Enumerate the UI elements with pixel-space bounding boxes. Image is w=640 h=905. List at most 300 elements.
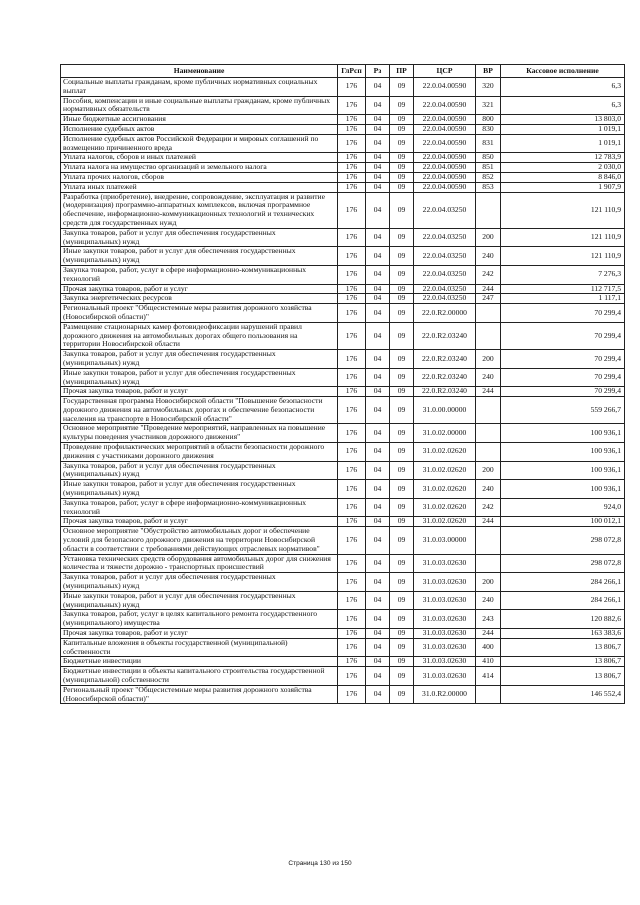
row-glrsp-cell: 176: [338, 304, 366, 323]
row-glrsp-cell: 176: [338, 461, 366, 480]
row-csr-cell: 31.0.02.02620: [414, 443, 476, 462]
row-glrsp-cell: 176: [338, 247, 366, 266]
row-glrsp-cell: 176: [338, 443, 366, 462]
row-pr-cell: 09: [390, 192, 414, 228]
row-amount-cell: 1 117,1: [501, 294, 625, 304]
row-amount-cell: 112 717,5: [501, 284, 625, 294]
row-amount-cell: 13 806,7: [501, 667, 625, 686]
row-vr-cell: 830: [476, 124, 501, 134]
table-row: [61, 387, 625, 397]
row-pr-cell: 09: [390, 461, 414, 480]
row-glrsp-cell: 176: [338, 350, 366, 369]
row-amount-cell: 121 110,9: [501, 228, 625, 247]
row-rz-cell: 04: [366, 480, 390, 499]
row-vr-cell: 414: [476, 667, 501, 686]
row-csr-cell: 31.0.03.02630: [414, 591, 476, 610]
table-row: [61, 134, 625, 153]
row-pr-cell: 09: [390, 96, 414, 115]
row-name-cell: Прочая закупка товаров, работ и услуг: [61, 517, 338, 527]
row-csr-cell: 31.0.03.02630: [414, 657, 476, 667]
row-amount-cell: 13 803,0: [501, 115, 625, 125]
row-rz-cell: 04: [366, 629, 390, 639]
row-csr-cell: 31.0.03.02630: [414, 573, 476, 592]
row-pr-cell: 09: [390, 610, 414, 629]
row-name-cell: Пособия, компенсации и иные социальные выплаты гражданам, кроме публичных нормативных обязательств: [61, 96, 338, 115]
row-csr-cell: 31.0.03.00000: [414, 527, 476, 554]
row-glrsp-cell: 176: [338, 629, 366, 639]
row-csr-cell: 31.0.02.02620: [414, 498, 476, 517]
table-row: [61, 498, 625, 517]
header-csr: ЦСР: [414, 65, 476, 78]
table-row: [61, 638, 625, 657]
row-name-cell: Проведение профилактических мероприятий в области безопасности дорожного движения с участниками дорожного движения: [61, 443, 338, 462]
row-vr-cell: 240: [476, 591, 501, 610]
row-rz-cell: 04: [366, 322, 390, 349]
row-rz-cell: 04: [366, 96, 390, 115]
row-rz-cell: 04: [366, 443, 390, 462]
row-pr-cell: 09: [390, 265, 414, 284]
row-glrsp-cell: 176: [338, 527, 366, 554]
row-pr-cell: 09: [390, 368, 414, 387]
row-vr-cell: 850: [476, 153, 501, 163]
row-name-cell: Бюджетные инвестиции: [61, 657, 338, 667]
row-name-cell: Закупка энергетических ресурсов: [61, 294, 338, 304]
row-vr-cell: 200: [476, 228, 501, 247]
row-name-cell: Прочая закупка товаров, работ и услуг: [61, 284, 338, 294]
row-csr-cell: 22.0.04.00590: [414, 153, 476, 163]
row-pr-cell: 09: [390, 573, 414, 592]
row-pr-cell: 09: [390, 657, 414, 667]
row-vr-cell: 321: [476, 96, 501, 115]
row-pr-cell: 09: [390, 322, 414, 349]
row-name-cell: Уплата налога на имущество организаций и земельного налога: [61, 163, 338, 173]
row-pr-cell: 09: [390, 387, 414, 397]
row-csr-cell: 22.0.04.00590: [414, 96, 476, 115]
row-amount-cell: 70 299,4: [501, 304, 625, 323]
row-glrsp-cell: 176: [338, 573, 366, 592]
row-rz-cell: 04: [366, 517, 390, 527]
row-csr-cell: 31.0.R2.00000: [414, 685, 476, 704]
row-name-cell: Государственная программа Новосибирской области "Повышение безопасности дорожного движения на автомобильных дорогах и обеспечение безопасности населения на транспорте в Новосибирской области": [61, 397, 338, 424]
row-rz-cell: 04: [366, 368, 390, 387]
row-amount-cell: 70 299,4: [501, 322, 625, 349]
row-pr-cell: 09: [390, 498, 414, 517]
row-vr-cell: [476, 527, 501, 554]
row-amount-cell: 121 110,9: [501, 247, 625, 266]
row-pr-cell: 09: [390, 182, 414, 192]
row-glrsp-cell: 176: [338, 498, 366, 517]
row-name-cell: Уплата иных платежей: [61, 182, 338, 192]
row-glrsp-cell: 176: [338, 657, 366, 667]
row-amount-cell: 70 299,4: [501, 350, 625, 369]
row-pr-cell: 09: [390, 424, 414, 443]
row-name-cell: Иные закупки товаров, работ и услуг для обеспечения государственных (муниципальных) нужд: [61, 480, 338, 499]
row-amount-cell: 100 936,1: [501, 480, 625, 499]
table-row: [61, 172, 625, 182]
table-row: [61, 573, 625, 592]
table-row: [61, 247, 625, 266]
row-rz-cell: 04: [366, 124, 390, 134]
row-rz-cell: 04: [366, 182, 390, 192]
row-glrsp-cell: 176: [338, 96, 366, 115]
row-pr-cell: 09: [390, 629, 414, 639]
row-glrsp-cell: 176: [338, 182, 366, 192]
table-row: [61, 368, 625, 387]
row-pr-cell: 09: [390, 591, 414, 610]
row-pr-cell: 09: [390, 527, 414, 554]
row-name-cell: Закупка товаров, работ, услуг в сфере информационно-коммуникационных технологий: [61, 498, 338, 517]
row-glrsp-cell: 176: [338, 685, 366, 704]
row-amount-cell: 100 936,1: [501, 461, 625, 480]
row-glrsp-cell: 176: [338, 591, 366, 610]
row-rz-cell: 04: [366, 172, 390, 182]
table-row: [61, 554, 625, 573]
row-amount-cell: 121 110,9: [501, 192, 625, 228]
row-vr-cell: 320: [476, 78, 501, 97]
row-glrsp-cell: 176: [338, 667, 366, 686]
row-pr-cell: 09: [390, 153, 414, 163]
table-row: [61, 304, 625, 323]
row-glrsp-cell: 176: [338, 172, 366, 182]
row-rz-cell: 04: [366, 461, 390, 480]
row-amount-cell: 163 383,6: [501, 629, 625, 639]
row-rz-cell: 04: [366, 228, 390, 247]
row-pr-cell: 09: [390, 667, 414, 686]
row-csr-cell: 22.0.R2.00000: [414, 304, 476, 323]
row-pr-cell: 09: [390, 294, 414, 304]
row-vr-cell: 240: [476, 480, 501, 499]
row-pr-cell: 09: [390, 397, 414, 424]
row-name-cell: Социальные выплаты гражданам, кроме публичных нормативных социальных выплат: [61, 78, 338, 97]
header-glrsp: ГлРсп: [338, 65, 366, 78]
row-rz-cell: 04: [366, 667, 390, 686]
row-glrsp-cell: 176: [338, 517, 366, 527]
row-name-cell: Исполнение судебных актов Российской Федерации и мировых соглашений по возмещению причиненного вреда: [61, 134, 338, 153]
table-row: [61, 591, 625, 610]
row-amount-cell: 1 019,1: [501, 124, 625, 134]
row-amount-cell: 559 266,7: [501, 397, 625, 424]
row-amount-cell: 7 276,3: [501, 265, 625, 284]
row-amount-cell: 146 552,4: [501, 685, 625, 704]
row-csr-cell: 22.0.04.00590: [414, 163, 476, 173]
row-csr-cell: 22.0.04.03250: [414, 284, 476, 294]
row-amount-cell: 12 783,9: [501, 153, 625, 163]
row-vr-cell: 831: [476, 134, 501, 153]
row-rz-cell: 04: [366, 573, 390, 592]
row-vr-cell: [476, 192, 501, 228]
row-rz-cell: 04: [366, 685, 390, 704]
row-pr-cell: 09: [390, 247, 414, 266]
row-vr-cell: 400: [476, 638, 501, 657]
row-name-cell: Разработка (приобретение), внедрение, сопровождение, эксплуатация и развитие (модернизация) программно-аппаратных комплексов, включая программное обеспечение, информационно-коммуникационных технологий и технических средств для государственных нужд: [61, 192, 338, 228]
row-pr-cell: 09: [390, 480, 414, 499]
table-row: [61, 397, 625, 424]
row-glrsp-cell: 176: [338, 124, 366, 134]
row-csr-cell: 22.0.04.03250: [414, 192, 476, 228]
row-amount-cell: 120 882,6: [501, 610, 625, 629]
row-glrsp-cell: 176: [338, 322, 366, 349]
row-csr-cell: 22.0.04.03250: [414, 265, 476, 284]
row-name-cell: Иные закупки товаров, работ и услуг для обеспечения государственных (муниципальных) нужд: [61, 368, 338, 387]
header-amount: Кассовое исполнение: [501, 65, 625, 78]
row-csr-cell: 31.0.03.02630: [414, 629, 476, 639]
row-rz-cell: 04: [366, 350, 390, 369]
row-name-cell: Капитальные вложения в объекты государственной (муниципальной) собственности: [61, 638, 338, 657]
row-rz-cell: 04: [366, 610, 390, 629]
row-csr-cell: 31.0.00.00000: [414, 397, 476, 424]
row-name-cell: Региональный проект "Общесистемные меры развития дорожного хозяйства (Новосибирской области)": [61, 685, 338, 704]
row-csr-cell: 31.0.02.02620: [414, 461, 476, 480]
row-pr-cell: 09: [390, 517, 414, 527]
row-amount-cell: 298 072,8: [501, 554, 625, 573]
row-csr-cell: 31.0.03.02630: [414, 554, 476, 573]
row-csr-cell: 31.0.03.02630: [414, 638, 476, 657]
table-row: [61, 657, 625, 667]
row-pr-cell: 09: [390, 228, 414, 247]
row-name-cell: Бюджетные инвестиции в объекты капитального строительства государственной (муниципальной) собственности: [61, 667, 338, 686]
header-vr: ВР: [476, 65, 501, 78]
row-name-cell: Закупка товаров, работ и услуг для обеспечения государственных (муниципальных) нужд: [61, 461, 338, 480]
row-amount-cell: 100 936,1: [501, 443, 625, 462]
row-vr-cell: 800: [476, 115, 501, 125]
row-vr-cell: 244: [476, 517, 501, 527]
report-sheet: [60, 64, 624, 704]
row-csr-cell: 31.0.03.02630: [414, 610, 476, 629]
row-name-cell: Закупка товаров, работ и услуг для обеспечения государственных (муниципальных) нужд: [61, 228, 338, 247]
row-csr-cell: 22.0.R2.03240: [414, 322, 476, 349]
row-rz-cell: 04: [366, 265, 390, 284]
table-row: [61, 480, 625, 499]
row-amount-cell: 70 299,4: [501, 368, 625, 387]
table-row: [61, 685, 625, 704]
row-csr-cell: 31.0.02.00000: [414, 424, 476, 443]
row-pr-cell: 09: [390, 443, 414, 462]
row-rz-cell: 04: [366, 247, 390, 266]
row-vr-cell: 243: [476, 610, 501, 629]
row-amount-cell: 8 846,0: [501, 172, 625, 182]
row-vr-cell: 200: [476, 350, 501, 369]
table-row: [61, 527, 625, 554]
row-glrsp-cell: 176: [338, 387, 366, 397]
row-glrsp-cell: 176: [338, 294, 366, 304]
row-rz-cell: 04: [366, 115, 390, 125]
table-body: [61, 78, 625, 704]
row-vr-cell: [476, 554, 501, 573]
row-amount-cell: 1 907,9: [501, 182, 625, 192]
row-rz-cell: 04: [366, 153, 390, 163]
table-row: [61, 350, 625, 369]
table-row: [61, 124, 625, 134]
table-row: [61, 443, 625, 462]
row-name-cell: Закупка товаров, работ и услуг для обеспечения государственных (муниципальных) нужд: [61, 573, 338, 592]
row-amount-cell: 1 019,1: [501, 134, 625, 153]
row-amount-cell: 100 012,1: [501, 517, 625, 527]
row-glrsp-cell: 176: [338, 424, 366, 443]
row-glrsp-cell: 176: [338, 163, 366, 173]
row-name-cell: Прочая закупка товаров, работ и услуг: [61, 629, 338, 639]
row-csr-cell: 22.0.R2.03240: [414, 350, 476, 369]
row-vr-cell: [476, 322, 501, 349]
row-glrsp-cell: 176: [338, 78, 366, 97]
row-vr-cell: 247: [476, 294, 501, 304]
row-csr-cell: 22.0.04.00590: [414, 134, 476, 153]
table-row: [61, 322, 625, 349]
row-vr-cell: [476, 304, 501, 323]
table-row: [61, 265, 625, 284]
row-vr-cell: 852: [476, 172, 501, 182]
row-amount-cell: 284 266,1: [501, 573, 625, 592]
table-row: [61, 610, 625, 629]
row-pr-cell: 09: [390, 554, 414, 573]
row-pr-cell: 09: [390, 304, 414, 323]
row-csr-cell: 22.0.04.00590: [414, 172, 476, 182]
table-row: [61, 424, 625, 443]
row-vr-cell: 244: [476, 387, 501, 397]
row-name-cell: Основное мероприятие "Обустройство автомобильных дорог и обеспечение условий для безопасного дорожного движения на территории Новосибирской области в соответствии с требованиями действующих отраслевых нормативов": [61, 527, 338, 554]
row-csr-cell: 22.0.04.00590: [414, 124, 476, 134]
row-name-cell: Размещение стационарных камер фотовидеофиксации нарушений правил дорожного движения на автомобильных дорогах общего пользования на территории Новосибирской области: [61, 322, 338, 349]
row-vr-cell: 410: [476, 657, 501, 667]
row-csr-cell: 22.0.04.03250: [414, 294, 476, 304]
header-pr: ПР: [390, 65, 414, 78]
row-glrsp-cell: 176: [338, 554, 366, 573]
row-glrsp-cell: 176: [338, 610, 366, 629]
row-csr-cell: 31.0.02.02620: [414, 517, 476, 527]
row-csr-cell: 22.0.R2.03240: [414, 368, 476, 387]
table-row: [61, 294, 625, 304]
page-number: Страница 130 из 150: [288, 860, 352, 867]
row-vr-cell: 240: [476, 247, 501, 266]
row-vr-cell: 240: [476, 368, 501, 387]
row-pr-cell: 09: [390, 284, 414, 294]
row-rz-cell: 04: [366, 78, 390, 97]
row-pr-cell: 09: [390, 350, 414, 369]
row-rz-cell: 04: [366, 294, 390, 304]
table-row: [61, 115, 625, 125]
row-pr-cell: 09: [390, 78, 414, 97]
row-vr-cell: [476, 397, 501, 424]
row-name-cell: Закупка товаров, работ и услуг для обеспечения государственных (муниципальных) нужд: [61, 350, 338, 369]
row-rz-cell: 04: [366, 192, 390, 228]
table-row: [61, 228, 625, 247]
row-name-cell: Региональный проект "Общесистемные меры развития дорожного хозяйства (Новосибирской области)": [61, 304, 338, 323]
row-pr-cell: 09: [390, 172, 414, 182]
row-amount-cell: 70 299,4: [501, 387, 625, 397]
table-row: [61, 163, 625, 173]
row-name-cell: Установка технических средств оборудования автомобильных дорог для снижения количества и тяжести дорожно - транспортных происшествий: [61, 554, 338, 573]
row-csr-cell: 31.0.02.02620: [414, 480, 476, 499]
row-rz-cell: 04: [366, 527, 390, 554]
row-glrsp-cell: 176: [338, 284, 366, 294]
row-pr-cell: 09: [390, 134, 414, 153]
row-glrsp-cell: 176: [338, 638, 366, 657]
row-vr-cell: [476, 424, 501, 443]
table-row: [61, 192, 625, 228]
row-vr-cell: 200: [476, 573, 501, 592]
row-amount-cell: 6,3: [501, 96, 625, 115]
row-glrsp-cell: 176: [338, 480, 366, 499]
table-row: [61, 284, 625, 294]
table-row: [61, 96, 625, 115]
table-header-row: [61, 65, 625, 78]
row-csr-cell: 22.0.04.00590: [414, 182, 476, 192]
row-glrsp-cell: 176: [338, 368, 366, 387]
row-rz-cell: 04: [366, 554, 390, 573]
row-csr-cell: 22.0.04.00590: [414, 78, 476, 97]
row-vr-cell: [476, 443, 501, 462]
row-pr-cell: 09: [390, 163, 414, 173]
row-pr-cell: 09: [390, 685, 414, 704]
row-rz-cell: 04: [366, 397, 390, 424]
row-rz-cell: 04: [366, 591, 390, 610]
row-rz-cell: 04: [366, 424, 390, 443]
row-pr-cell: 09: [390, 115, 414, 125]
row-name-cell: Прочая закупка товаров, работ и услуг: [61, 387, 338, 397]
row-rz-cell: 04: [366, 134, 390, 153]
row-csr-cell: 22.0.04.03250: [414, 228, 476, 247]
row-rz-cell: 04: [366, 657, 390, 667]
row-name-cell: Основное мероприятие "Проведение мероприятий, направленных на повышение культуры поведения участников дорожного движения": [61, 424, 338, 443]
header-rz: Рз: [366, 65, 390, 78]
row-vr-cell: 244: [476, 284, 501, 294]
row-amount-cell: 2 030,0: [501, 163, 625, 173]
header-name: Наименование: [61, 65, 338, 78]
row-amount-cell: 924,0: [501, 498, 625, 517]
row-vr-cell: 200: [476, 461, 501, 480]
row-rz-cell: 04: [366, 163, 390, 173]
row-amount-cell: 13 806,7: [501, 657, 625, 667]
row-glrsp-cell: 176: [338, 115, 366, 125]
row-csr-cell: 22.0.R2.03240: [414, 387, 476, 397]
table-row: [61, 78, 625, 97]
row-csr-cell: 31.0.03.02630: [414, 667, 476, 686]
row-glrsp-cell: 176: [338, 265, 366, 284]
row-glrsp-cell: 176: [338, 192, 366, 228]
row-rz-cell: 04: [366, 284, 390, 294]
row-vr-cell: [476, 685, 501, 704]
row-vr-cell: 851: [476, 163, 501, 173]
row-pr-cell: 09: [390, 638, 414, 657]
row-glrsp-cell: 176: [338, 153, 366, 163]
table-row: [61, 517, 625, 527]
row-amount-cell: 100 936,1: [501, 424, 625, 443]
row-rz-cell: 04: [366, 387, 390, 397]
row-glrsp-cell: 176: [338, 134, 366, 153]
row-rz-cell: 04: [366, 498, 390, 517]
table-row: [61, 182, 625, 192]
table-row: [61, 629, 625, 639]
row-amount-cell: 298 072,8: [501, 527, 625, 554]
row-name-cell: Закупка товаров, работ, услуг в целях капитального ремонта государственного (муниципального) имущества: [61, 610, 338, 629]
row-pr-cell: 09: [390, 124, 414, 134]
row-csr-cell: 22.0.04.00590: [414, 115, 476, 125]
row-amount-cell: 13 806,7: [501, 638, 625, 657]
row-rz-cell: 04: [366, 304, 390, 323]
table-row: [61, 461, 625, 480]
row-name-cell: Иные закупки товаров, работ и услуг для обеспечения государственных (муниципальных) нужд: [61, 591, 338, 610]
row-name-cell: Закупка товаров, работ, услуг в сфере информационно-коммуникационных технологий: [61, 265, 338, 284]
row-glrsp-cell: 176: [338, 228, 366, 247]
row-name-cell: Иные закупки товаров, работ и услуг для обеспечения государственных (муниципальных) нужд: [61, 247, 338, 266]
table-row: [61, 667, 625, 686]
row-name-cell: Иные бюджетные ассигнования: [61, 115, 338, 125]
budget-execution-table: [60, 64, 625, 704]
row-vr-cell: 242: [476, 265, 501, 284]
row-amount-cell: 6,3: [501, 78, 625, 97]
table-row: [61, 153, 625, 163]
row-name-cell: Уплата прочих налогов, сборов: [61, 172, 338, 182]
row-name-cell: Уплата налогов, сборов и иных платежей: [61, 153, 338, 163]
